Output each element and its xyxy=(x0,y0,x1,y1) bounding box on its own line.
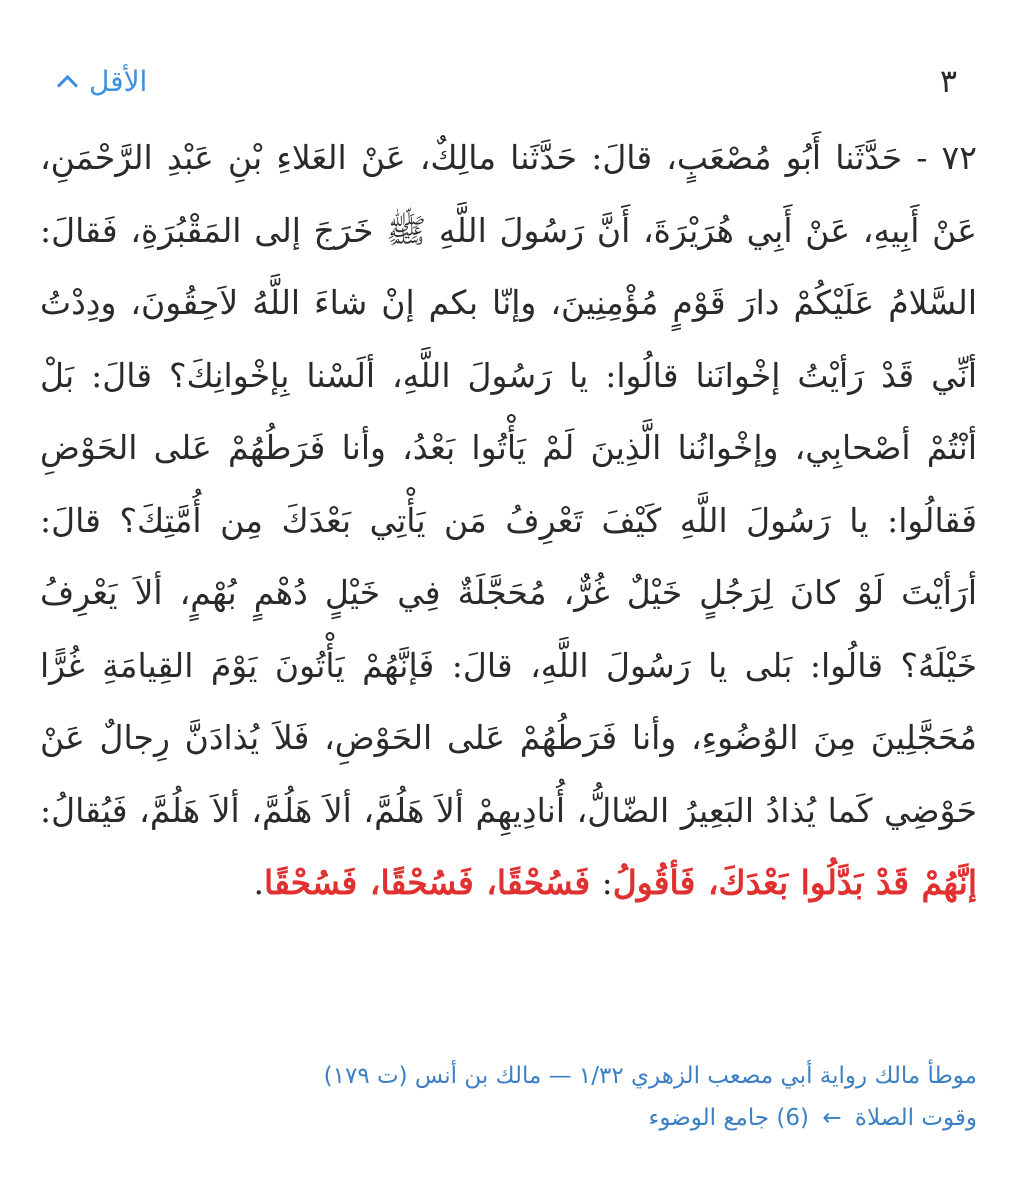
header-bar xyxy=(60,56,957,106)
arrow-left-icon: ← xyxy=(822,1105,842,1131)
source-chapter-link[interactable] xyxy=(60,1097,977,1139)
source-book-link[interactable]: موطأ مالك رواية أبي مصعب الزهري ١/٣٢ — مالك بن أنس (ت ١٧٩) xyxy=(323,1063,977,1089)
source-reference xyxy=(60,1055,977,1139)
collapse-toggle[interactable] xyxy=(60,65,147,98)
hadith-highlight-2: فَسُحْقًا، فَسُحْقًا، فَسُحْقًا xyxy=(264,863,591,902)
hadith-text-part1: ٧٢ - حَدَّثَنا أَبُو مُصْعَبٍ، قالَ: حَدَّثَنا مالِكٌ، عَنْ العَلاءِ بْنِ عَبْدِ الرَّحْمَنِ، عَنْ أَبِيهِ، عَنْ أَبِي هُرَيْرَةَ، أَنَّ رَسُولَ اللَّهِ ﷺ خَرَجَ إلى المَقْبُرَةِ، فَقالَ: السَّلامُ عَلَيْكُمْ دارَ قَوْمٍ مُؤْمِنِينَ، وإنّا بكم إنْ شاءَ اللَّهُ لاَحِقُونَ، ودِدْتُ أنِّي قَدْ رَأيْتُ إخْوانَنا قالُوا: يا رَسُولَ اللَّهِ، ألَسْنا بِإخْوانِكَ؟ قالَ: بَلْ أنْتُمْ أصْحابِي، وإخْوانُنا الَّذِينَ لَمْ يَأْتُوا بَعْدُ، وأنا فَرَطُهُمْ عَلى الحَوْضِ فَقالُوا: يا رَسُولَ اللَّهِ كَيْفَ تَعْرِفُ مَن يَأْتِي بَعْدَكَ مِن أُمَّتِكَ؟ قالَ: أرَأيْتَ لَوْ كانَ لِرَجُلٍ خَيْلٌ غُرٌّ، مُحَجَّلَةٌ فِي خَيْلٍ دُهْمٍ بُهْمٍ، ألاَ يَعْرِفُ خَيْلَهُ؟ قالُوا: بَلى يا رَسُولَ اللَّهِ، قالَ: فَإنَّهُمْ يَأْتُونَ يَوْمَ القِيامَةِ غُرًّا مُحَجَّلِينَ مِنَ الوُضُوءِ، وأنا فَرَطُهُمْ عَلى الحَوْضِ، فَلاَ يُذادَنَّ رِجالٌ عَنْ حَوْضِي كَما يُذادُ البَعِيرُ الضّالُّ، أُنادِيهِمْ ألاَ هَلُمَّ، ألاَ هَلُمَّ، ألاَ هَلُمَّ، فَيُقالُ: xyxy=(40,138,977,830)
collapse-toggle-label: الأقل xyxy=(89,64,148,98)
page-number: ٣ xyxy=(939,62,957,100)
source-section: وقوت الصلاة xyxy=(854,1105,977,1131)
hadith-highlight-1: إنَّهُمْ قَدْ بَدَّلُوا بَعْدَكَ، فَأقُولُ xyxy=(612,863,977,902)
hadith-text-part3: . xyxy=(253,863,265,902)
chevron-up-icon xyxy=(57,74,78,95)
hadith-text-part2: : xyxy=(590,863,613,902)
source-subsection: (6) جامع الوضوء xyxy=(648,1105,810,1131)
hadith-text xyxy=(40,122,977,920)
